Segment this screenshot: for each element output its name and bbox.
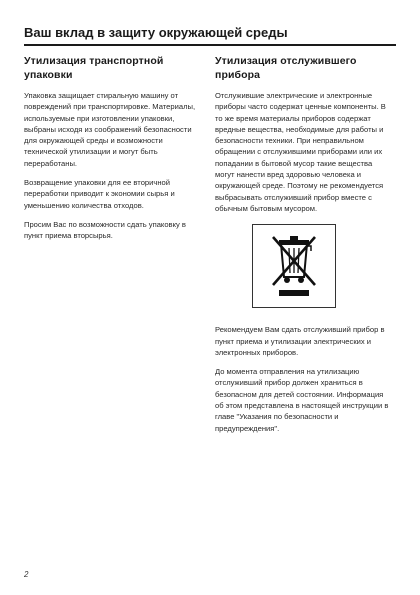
- page-title: Ваш вклад в защиту окружающей среды: [24, 25, 288, 40]
- packaging-paragraph: Возвращение упаковки для ее вторичной переработки приводит к экономии сырья и уменьшению количества отходов.: [24, 178, 175, 210]
- old-appliance-paragraph: Рекомендуем Вам сдать отслуживший прибор в пункт приема и утилизации электрических и электронных приборов.: [215, 325, 385, 357]
- crossed-out-wheelie-bin-icon: [253, 225, 335, 307]
- packaging-heading: Утилизация транспортной упаковки: [24, 55, 164, 81]
- weee-symbol: [252, 224, 336, 308]
- left-column: [24, 54, 202, 250]
- right-column: [215, 54, 393, 442]
- packaging-paragraph: Просим Вас по возможности сдать упаковку в пункт приема вторсырья.: [24, 219, 186, 241]
- old-appliance-paragraph: До момента отправления на утилизацию отслуживший прибор должен храниться в безопасном для детей состоянии. Информация об этом представлена в настоящей инструкции в главе "Указания по безопасности и предупреждения".: [215, 367, 389, 433]
- title-rule: [24, 44, 396, 46]
- old-appliance-heading: Утилизация отслужившего прибора: [215, 55, 357, 81]
- old-appliance-paragraph: Отслужившие электрические и электронные приборы часто содержат ценные компоненты. В то же время материалы приборов содержат вредные вещества, необходимые для работы и безопасности техники. При неправильном обращении с отслужившими приборами или их попадании в бытовой мусор такие вещества могут нанести вред здоровью человека и окружающей среде. Поэтому не рекомендуется выбрасывать отслуживший прибор вместе с обычным бытовым мусором.: [215, 91, 386, 213]
- page-number: 2: [24, 570, 29, 579]
- packaging-paragraph: Упаковка защищает стиральную машину от повреждений при транспортировке. Материалы, используемые при изготовлении упаковки, выбраны исходя из соображений безопасности для окружающей среды и возможности технической утилизации и могут быть переработаны.: [24, 91, 196, 168]
